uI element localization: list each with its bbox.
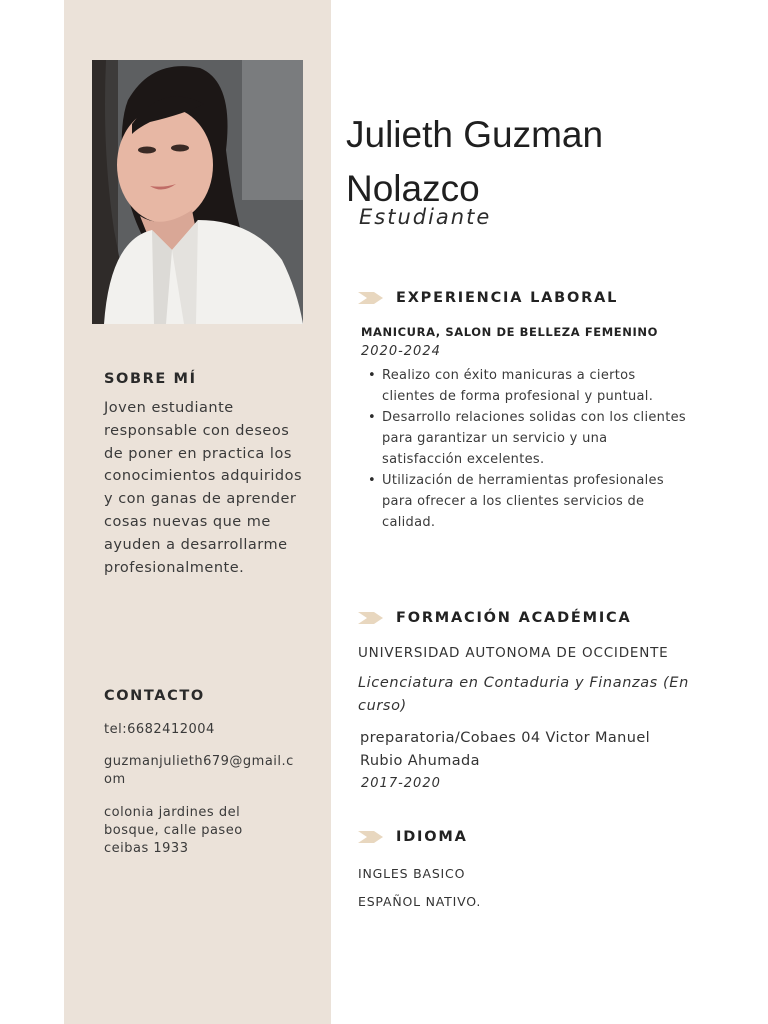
contact-heading: CONTACTO (104, 688, 205, 704)
experience-bullets (368, 365, 688, 533)
degree-name: Licenciatura en Contaduria y Finanzas (En curso) (358, 675, 689, 714)
education-heading-label: FORMACIÓN ACADÉMICA (396, 610, 632, 626)
list-item: • Utilización de herramientas profesionales para ofrecer a los clientes servicios de calidad. (368, 470, 688, 533)
list-item: • Desarrollo relaciones solidas con los clientes para garantizar un servicio y una satisfacción excelentes. (368, 407, 688, 470)
language-item: INGLES BASICO (358, 866, 466, 881)
candidate-name (346, 108, 603, 216)
job-subtitle: Estudiante (359, 205, 492, 229)
language-item: ESPAÑOL NATIVO. (358, 894, 482, 909)
languages-heading-label: IDIOMA (396, 829, 468, 845)
job-period: 2020-2024 (361, 344, 441, 359)
education-heading (358, 608, 632, 628)
list-item: • Realizo con éxito manicuras a ciertos clientes de forma profesional y puntual. (368, 365, 688, 407)
contact-phone[interactable]: tel:6682412004 (104, 722, 215, 737)
experience-heading (358, 288, 618, 308)
job-title: MANICURA, SALON DE BELLEZA FEMENINO (361, 325, 658, 339)
chevron-right-icon (358, 830, 384, 844)
school-name: preparatoria/Cobaes 04 Victor Manuel Rubio Ahumada (360, 730, 651, 769)
contact-email[interactable]: guzmanjulieth679@gmail.com (104, 754, 294, 787)
experience-heading-label: EXPERIENCIA LABORAL (396, 290, 619, 306)
languages-heading (358, 827, 468, 847)
about-heading: SOBRE MÍ (104, 371, 197, 387)
chevron-right-icon (358, 291, 384, 305)
school-period: 2017-2020 (361, 776, 441, 791)
chevron-right-icon (358, 611, 384, 625)
about-text: Joven estudiante responsable con deseos de poner en practica los conocimientos adquiridos y con ganas de aprender cosas nuevas que me ayuden a desarrollarme profesionalmente. (104, 400, 303, 576)
contact-address: colonia jardines del bosque, calle paseo ceibas 1933 (104, 805, 243, 856)
profile-photo (92, 60, 303, 324)
university-name: UNIVERSIDAD AUTONOMA DE OCCIDENTE (358, 645, 669, 661)
name-line-2: Nolazco (346, 168, 480, 209)
name-line-1: Julieth Guzman (346, 114, 604, 155)
